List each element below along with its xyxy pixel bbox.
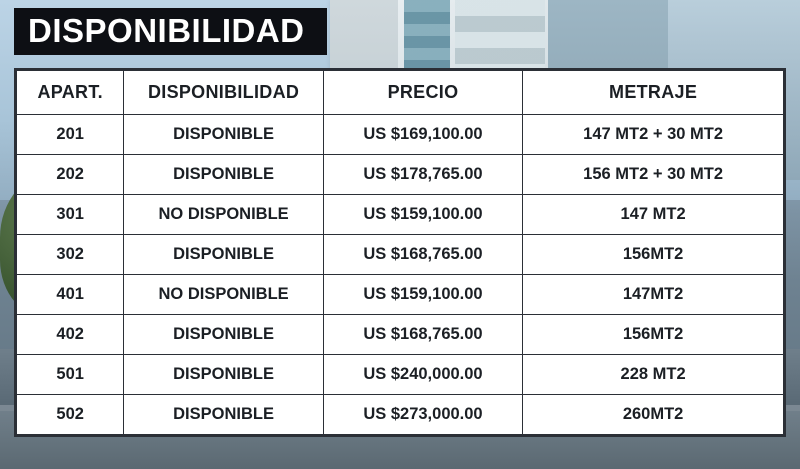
cell-precio: US $159,100.00 xyxy=(323,275,522,315)
column-header-disponibilidad: DISPONIBILIDAD xyxy=(124,71,323,115)
table-row xyxy=(17,275,784,315)
cell-apart: 202 xyxy=(17,155,124,195)
table-row xyxy=(17,235,784,275)
cell-disponibilidad: DISPONIBLE xyxy=(124,355,323,395)
cell-precio: US $273,000.00 xyxy=(323,395,522,435)
cell-precio: US $178,765.00 xyxy=(323,155,522,195)
table-row xyxy=(17,155,784,195)
cell-metraje: 156 MT2 + 30 MT2 xyxy=(523,155,784,195)
cell-apart: 401 xyxy=(17,275,124,315)
table-row xyxy=(17,115,784,155)
cell-apart: 302 xyxy=(17,235,124,275)
table-row xyxy=(17,315,784,355)
table-head xyxy=(17,71,784,115)
cell-disponibilidad: DISPONIBLE xyxy=(124,115,323,155)
cell-disponibilidad: NO DISPONIBLE xyxy=(124,275,323,315)
cell-apart: 501 xyxy=(17,355,124,395)
table-row xyxy=(17,355,784,395)
cell-metraje: 260MT2 xyxy=(523,395,784,435)
cell-disponibilidad: DISPONIBLE xyxy=(124,235,323,275)
cell-precio: US $168,765.00 xyxy=(323,315,522,355)
column-header-precio: PRECIO xyxy=(323,71,522,115)
cell-metraje: 147MT2 xyxy=(523,275,784,315)
cell-disponibilidad: NO DISPONIBLE xyxy=(124,195,323,235)
cell-apart: 201 xyxy=(17,115,124,155)
table-body xyxy=(17,115,784,435)
page-title-text: DISPONIBILIDAD xyxy=(28,12,305,49)
page-title xyxy=(14,8,327,55)
cell-disponibilidad: DISPONIBLE xyxy=(124,395,323,435)
cell-apart: 402 xyxy=(17,315,124,355)
cell-disponibilidad: DISPONIBLE xyxy=(124,155,323,195)
cell-precio: US $240,000.00 xyxy=(323,355,522,395)
cell-metraje: 147 MT2 + 30 MT2 xyxy=(523,115,784,155)
cell-precio: US $168,765.00 xyxy=(323,235,522,275)
column-header-metraje: METRAJE xyxy=(523,71,784,115)
cell-metraje: 147 MT2 xyxy=(523,195,784,235)
availability-table xyxy=(16,70,784,435)
table-header-row xyxy=(17,71,784,115)
table-row xyxy=(17,395,784,435)
column-header-apart: APART. xyxy=(17,71,124,115)
cell-metraje: 228 MT2 xyxy=(523,355,784,395)
table-row xyxy=(17,195,784,235)
cell-apart: 502 xyxy=(17,395,124,435)
cell-disponibilidad: DISPONIBLE xyxy=(124,315,323,355)
cell-precio: US $169,100.00 xyxy=(323,115,522,155)
cell-precio: US $159,100.00 xyxy=(323,195,522,235)
availability-table-container xyxy=(14,68,786,437)
cell-apart: 301 xyxy=(17,195,124,235)
cell-metraje: 156MT2 xyxy=(523,235,784,275)
cell-metraje: 156MT2 xyxy=(523,315,784,355)
